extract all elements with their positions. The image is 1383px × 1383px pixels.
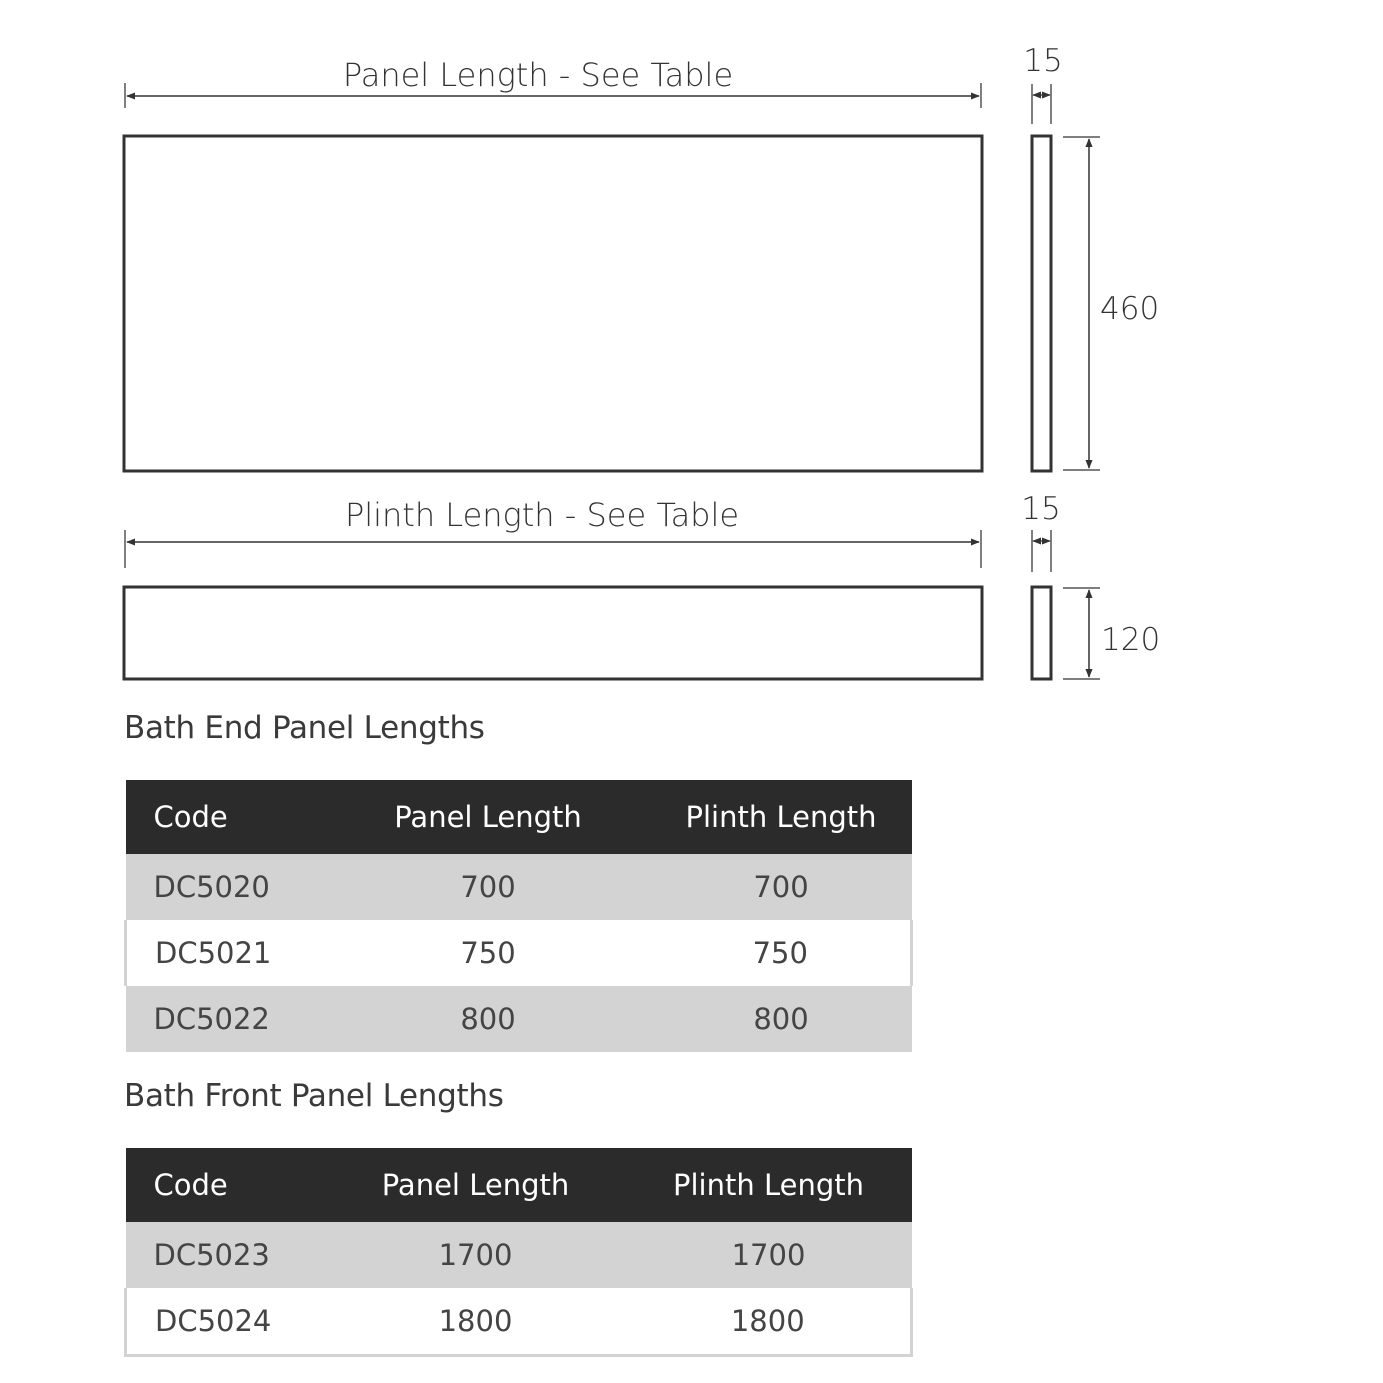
column-header-plinth-length: Plinth Length (651, 780, 912, 854)
table-row (126, 1222, 912, 1288)
product-code: DC5022 (126, 986, 326, 1052)
plinth-length-label: Plinth Length - See Table (344, 496, 740, 534)
panel-length-value: 700 (326, 854, 651, 920)
table-row (126, 920, 912, 986)
panel-thickness-label: 15 (1023, 43, 1063, 79)
table-row (126, 1288, 912, 1356)
column-header-code: Code (126, 780, 326, 854)
plinth-length-value: 750 (651, 920, 912, 986)
product-code: DC5021 (126, 920, 326, 986)
column-header-panel-length: Panel Length (326, 1148, 626, 1222)
column-header-plinth-length: Plinth Length (626, 1148, 912, 1222)
plinth-side-view (1032, 587, 1051, 679)
panel-height-label: 460 (1100, 291, 1160, 327)
plinth-length-value: 700 (651, 854, 912, 920)
front-panels-table (124, 1148, 913, 1357)
plinth-length-value: 1700 (626, 1222, 912, 1288)
panel-length-label: Panel Length - See Table (342, 56, 734, 94)
panel-side-view (1032, 136, 1051, 471)
column-header-code: Code (126, 1148, 326, 1222)
table-row (126, 854, 912, 920)
panel-length-value: 800 (326, 986, 651, 1052)
plinth-length-value: 1800 (626, 1288, 912, 1356)
front-panels-title: Bath Front Panel Lengths (124, 1078, 504, 1114)
panel-front-view (124, 136, 982, 471)
panel-length-value: 1700 (326, 1222, 626, 1288)
product-code: DC5023 (126, 1222, 326, 1288)
column-header-panel-length: Panel Length (326, 780, 651, 854)
end-panels-table (124, 780, 913, 1052)
product-code: DC5020 (126, 854, 326, 920)
panel-length-value: 750 (326, 920, 651, 986)
product-code: DC5024 (126, 1288, 326, 1356)
table-row (126, 986, 912, 1052)
plinth-height-label: 120 (1101, 622, 1161, 658)
table-header-row (126, 780, 912, 854)
table-header-row (126, 1148, 912, 1222)
panel-length-value: 1800 (326, 1288, 626, 1356)
plinth-front-view (124, 587, 982, 679)
end-panels-title: Bath End Panel Lengths (124, 710, 485, 746)
plinth-thickness-label: 15 (1021, 491, 1061, 527)
plinth-length-value: 800 (651, 986, 912, 1052)
